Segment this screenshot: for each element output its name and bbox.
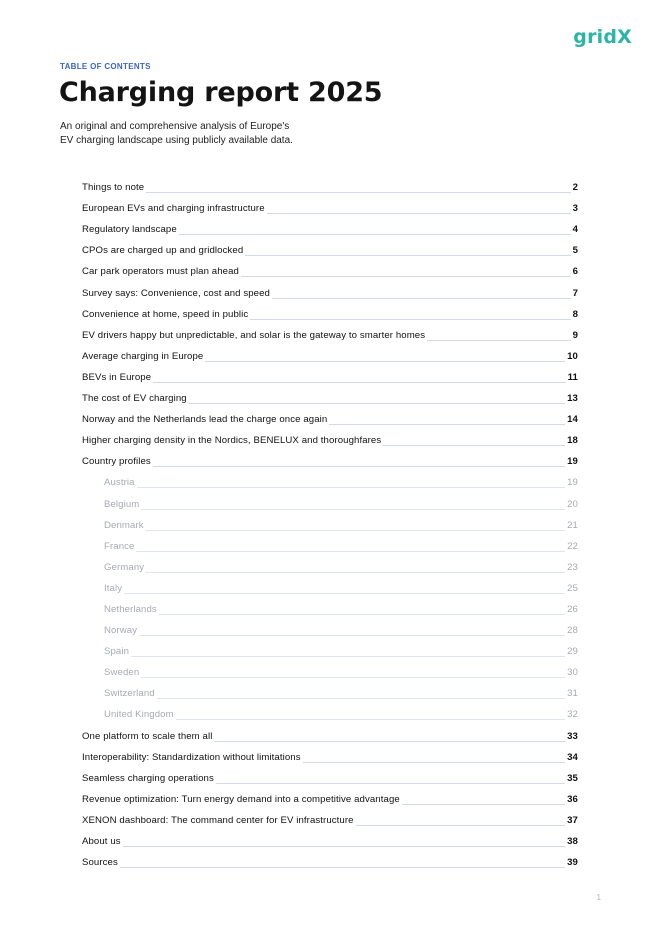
toc-leader-line (137, 486, 566, 488)
toc-subentry[interactable] (82, 553, 578, 574)
toc-entry-page[interactable]: 21 (567, 519, 578, 531)
gridx-logo: gridX (573, 26, 632, 48)
toc-subentry[interactable] (82, 658, 578, 679)
toc-entry-label[interactable]: Spain (104, 646, 130, 658)
toc-entry-page[interactable]: 36 (567, 793, 578, 805)
toc-entry-page[interactable]: 22 (567, 540, 578, 552)
toc-entry-label[interactable]: Convenience at home, speed in public (82, 308, 249, 320)
toc-leader-line (303, 761, 566, 763)
toc-leader-line (124, 592, 565, 594)
toc-entry[interactable] (82, 194, 578, 215)
toc-entry[interactable] (82, 173, 578, 194)
toc-entry-label[interactable]: Switzerland (104, 688, 155, 700)
toc-entry-page[interactable]: 6 (572, 266, 578, 278)
toc-leader-line (176, 718, 565, 720)
toc-leader-line (141, 676, 565, 678)
toc-entry-label[interactable]: Sources (82, 857, 118, 869)
toc-entry-page[interactable]: 2 (572, 182, 578, 194)
table-of-contents (82, 173, 578, 869)
toc-entry-page[interactable]: 9 (572, 329, 578, 341)
toc-entry-page[interactable]: 31 (567, 688, 578, 700)
toc-entry[interactable] (82, 236, 578, 257)
toc-entry-page[interactable]: 20 (567, 498, 578, 510)
toc-entry[interactable] (82, 426, 578, 447)
toc-entry-label[interactable]: Austria (104, 477, 135, 489)
toc-leader-line (146, 571, 565, 573)
page-number: 1 (596, 893, 601, 902)
toc-entry-page[interactable]: 11 (567, 371, 578, 383)
toc-entry-label[interactable]: European EVs and charging infrastructure (82, 203, 265, 215)
toc-entry-label[interactable]: EV drivers happy but unpredictable, and solar is the gateway to smarter homes (82, 329, 426, 341)
toc-entry-label[interactable]: Survey says: Convenience, cost and speed (82, 287, 270, 299)
toc-entry-page[interactable]: 37 (567, 814, 578, 826)
toc-entry-label[interactable]: CPOs are charged up and gridlocked (82, 245, 244, 257)
toc-entry-label[interactable]: Germany (104, 561, 145, 573)
toc-entry-label[interactable]: Things to note (82, 182, 145, 194)
toc-entry[interactable] (82, 764, 578, 785)
toc-subentry[interactable] (82, 489, 578, 510)
toc-leader-line (402, 803, 565, 805)
toc-leader-line (146, 191, 570, 193)
toc-subentry[interactable] (82, 574, 578, 595)
toc-leader-line (120, 866, 565, 868)
toc-entry-label[interactable]: Car park operators must plan ahead (82, 266, 239, 278)
toc-entry-label[interactable]: Regulatory landscape (82, 224, 177, 236)
toc-entry[interactable] (82, 827, 578, 848)
toc-entry[interactable] (82, 215, 578, 236)
toc-entry-page[interactable]: 5 (572, 245, 578, 257)
toc-entry-label[interactable]: Seamless charging operations (82, 772, 214, 784)
toc-entry-label[interactable]: Revenue optimization: Turn energy demand into a competitive advantage (82, 793, 400, 805)
toc-entry-page[interactable]: 13 (567, 393, 578, 405)
toc-entry[interactable] (82, 342, 578, 363)
toc-leader-line (123, 845, 565, 847)
toc-entry-page[interactable]: 29 (567, 646, 578, 658)
toc-entry-page[interactable]: 19 (567, 456, 578, 468)
toc-leader-line (214, 740, 565, 742)
toc-leader-line (267, 212, 571, 214)
toc-entry-label[interactable]: Denmark (104, 519, 144, 531)
toc-entry-page[interactable]: 26 (567, 603, 578, 615)
toc-entry[interactable] (82, 447, 578, 468)
toc-leader-line (329, 423, 565, 425)
toc-entry-page[interactable]: 7 (572, 287, 578, 299)
toc-entry[interactable] (82, 848, 578, 869)
toc-entry-page[interactable]: 35 (567, 772, 578, 784)
toc-entry-label[interactable]: About us (82, 836, 121, 847)
toc-entry-label[interactable]: United Kingdom (104, 709, 174, 721)
toc-entry-label[interactable]: Interoperability: Standardization without limitations (82, 751, 301, 763)
toc-entry-label[interactable]: Belgium (104, 498, 140, 510)
toc-subentry[interactable] (82, 679, 578, 700)
toc-entry[interactable] (82, 300, 578, 321)
toc-entry-label[interactable]: Country profiles (82, 456, 151, 468)
toc-entry[interactable] (82, 257, 578, 278)
toc-leader-line (216, 782, 565, 784)
toc-leader-line (153, 465, 565, 467)
toc-leader-line (159, 613, 565, 615)
toc-entry-label[interactable]: Sweden (104, 667, 140, 679)
toc-leader-line (179, 233, 571, 235)
toc-entry-page[interactable]: 19 (567, 477, 578, 489)
toc-entry-page[interactable]: 25 (567, 582, 578, 594)
toc-entry-page[interactable]: 3 (572, 203, 578, 215)
toc-entry-page[interactable]: 23 (567, 561, 578, 573)
toc-entry-page[interactable]: 34 (567, 751, 578, 763)
toc-leader-line (272, 297, 571, 299)
toc-entry[interactable] (82, 785, 578, 806)
subtitle-line-1: An original and comprehensive analysis of Europe's (60, 121, 290, 132)
toc-entry-page[interactable]: 33 (567, 730, 578, 742)
toc-subentry[interactable] (82, 532, 578, 553)
toc-entry-label[interactable]: Norway and the Netherlands lead the charge once again (82, 414, 328, 426)
toc-entry-label[interactable]: The cost of EV charging (82, 393, 187, 405)
toc-entry-page[interactable]: 4 (572, 224, 578, 236)
toc-subentry[interactable] (82, 616, 578, 637)
toc-entry-page[interactable]: 38 (567, 836, 578, 847)
toc-leader-line (250, 318, 570, 320)
toc-leader-line (139, 634, 565, 636)
toc-leader-line (189, 402, 565, 404)
toc-subentry[interactable] (82, 637, 578, 658)
toc-entry[interactable] (82, 405, 578, 426)
toc-entry-page[interactable]: 18 (567, 435, 578, 447)
toc-entry-page[interactable]: 8 (572, 308, 578, 320)
toc-entry[interactable] (82, 721, 578, 742)
toc-leader-line (153, 381, 566, 383)
toc-leader-line (383, 444, 565, 446)
toc-entry[interactable] (82, 806, 578, 827)
toc-entry-page[interactable]: 28 (567, 625, 578, 637)
toc-entry-label[interactable]: Italy (104, 582, 123, 594)
page-subtitle (60, 120, 360, 148)
subtitle-line-2: EV charging landscape using publicly available data. (60, 135, 293, 146)
toc-entry[interactable] (82, 321, 578, 342)
toc-entry[interactable] (82, 278, 578, 299)
page-title: Charging report 2025 (59, 77, 383, 108)
toc-leader-line (131, 655, 565, 657)
toc-leader-line (356, 824, 566, 826)
toc-subentry[interactable] (82, 468, 578, 489)
toc-entry-label[interactable]: One platform to scale them all (82, 730, 213, 742)
toc-leader-line (241, 275, 571, 277)
toc-entry[interactable] (82, 743, 578, 764)
toc-entry-label[interactable]: BEVs in Europe (82, 371, 152, 383)
toc-leader-line (146, 529, 566, 531)
toc-leader-line (157, 697, 565, 699)
toc-entry-label[interactable]: Netherlands (104, 603, 157, 615)
toc-entry-label[interactable]: Average charging in Europe (82, 350, 204, 362)
toc-entry-label[interactable]: France (104, 540, 135, 552)
toc-subentry[interactable] (82, 511, 578, 532)
toc-subentry[interactable] (82, 595, 578, 616)
toc-subentry[interactable] (82, 700, 578, 721)
toc-leader-line (141, 508, 565, 510)
toc-leader-line (205, 360, 565, 362)
section-eyebrow: TABLE OF CONTENTS (60, 62, 151, 71)
toc-leader-line (245, 254, 570, 256)
toc-entry[interactable] (82, 363, 578, 384)
toc-entry-label[interactable]: Higher charging density in the Nordics, BENELUX and thoroughfares (82, 435, 382, 447)
toc-entry-page[interactable]: 32 (567, 709, 578, 721)
toc-entry-page[interactable]: 14 (567, 414, 578, 426)
toc-entry[interactable] (82, 384, 578, 405)
toc-entry-page[interactable]: 30 (567, 667, 578, 679)
toc-leader-line (427, 339, 570, 341)
toc-entry-page[interactable]: 39 (567, 857, 578, 869)
toc-entry-label[interactable]: Norway (104, 625, 138, 637)
toc-leader-line (136, 550, 565, 552)
toc-entry-label[interactable]: XENON dashboard: The command center for EV infrastructure (82, 814, 354, 826)
toc-entry-page[interactable]: 10 (567, 350, 578, 362)
